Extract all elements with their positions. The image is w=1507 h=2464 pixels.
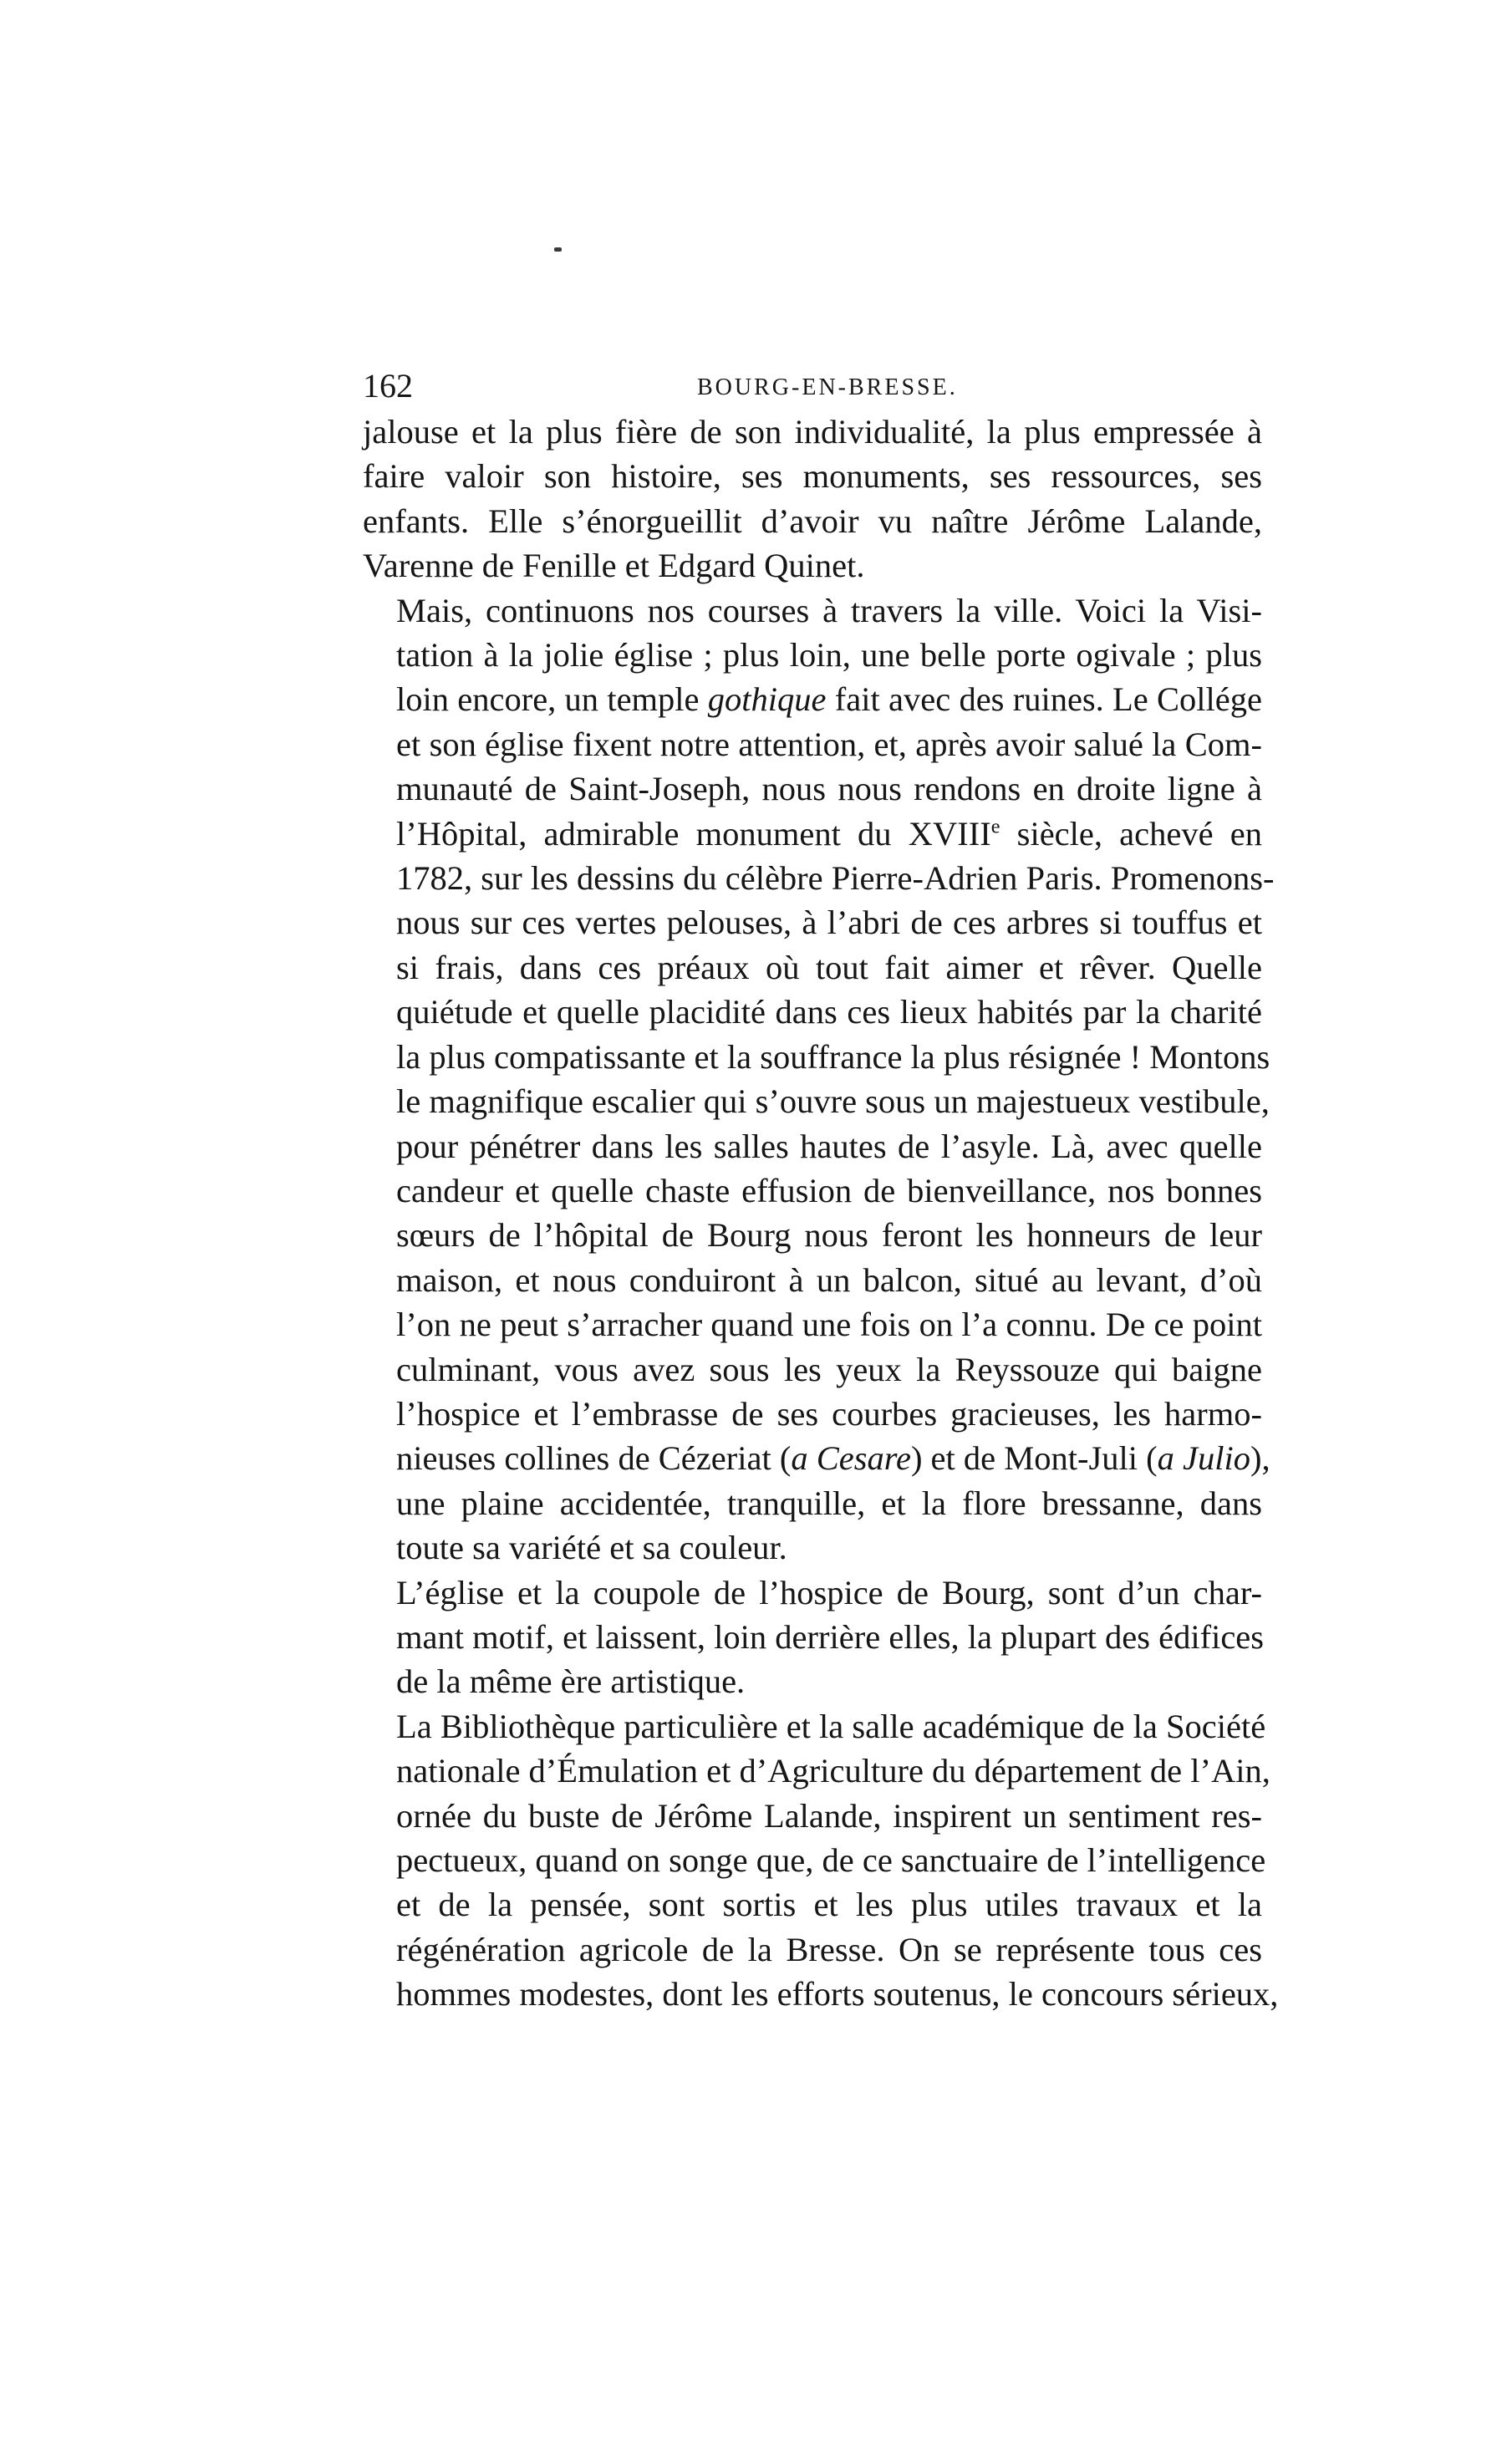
- italic-phrase: a Cesare: [791, 1439, 911, 1478]
- body-text: [363, 410, 1279, 2017]
- running-head: BOURG-EN-BRESSE.: [697, 374, 958, 400]
- text-line: hommes modestes, dont les efforts soutenus, le concours sérieux,: [396, 1975, 1279, 2013]
- text-segment: siècle, achevé en: [1000, 814, 1262, 853]
- paragraph: [363, 1571, 1265, 1704]
- text-line: jalouse et la plus fière de son individualité, la plus empressée à: [363, 413, 1262, 451]
- text-line: de la même ère artistique.: [396, 1662, 746, 1701]
- text-line: munauté de Saint-Joseph, nous nous rendons en droite ligne à: [396, 770, 1262, 808]
- text-segment: l’Hôpital, admirable monument du: [396, 814, 909, 853]
- text-line: et de la pensée, sont sortis et les plus utiles travaux et la: [396, 1886, 1262, 1924]
- text-line: Varenne de Fenille et Edgard Quinet.: [363, 547, 865, 585]
- text-line: et son église fixent notre attention, et, après avoir salué la Com-: [396, 725, 1262, 763]
- text-line: candeur et quelle chaste effusion de bienveillance, nos bonnes: [396, 1171, 1262, 1209]
- text-line: tation à la jolie église ; plus loin, une belle porte ogivale ; plus: [396, 636, 1262, 675]
- text-segment: loin encore, un temple: [396, 680, 708, 719]
- text-segment: fait avec des ruines. Le Collége: [834, 680, 1263, 719]
- text-line: pectueux, quand on songe que, de ce sanctuaire de l’intelligence: [396, 1841, 1266, 1879]
- paragraph: [363, 410, 1262, 588]
- text-segment: nieuses collines de Cézeriat (: [396, 1439, 792, 1478]
- paragraph: [363, 1704, 1279, 2017]
- text-line: régénération agricole de la Bresse. On se représente tous ces: [396, 1930, 1262, 1968]
- italic-phrase: a Julio: [1157, 1439, 1250, 1478]
- text-segment: ) et de Mont-Juli (: [910, 1439, 1158, 1478]
- text-line: ornée du buste de Jérôme Lalande, inspirent un sentiment res-: [396, 1796, 1262, 1835]
- text-line: si frais, dans ces préaux où tout fait aimer et rêver. Quelle: [396, 948, 1262, 986]
- century-superscript: e: [990, 815, 1000, 838]
- text-line: enfants. Elle s’énorgueillit d’avoir vu naître Jérôme Lalande,: [363, 501, 1262, 540]
- page-header: [363, 361, 1262, 411]
- text-line: [363, 1436, 1270, 1480]
- text-line: culminant, vous avez sous les yeux la Reyssouze qui baigne: [396, 1350, 1262, 1388]
- ink-speck: [554, 247, 562, 252]
- text-line: une plaine accidentée, tranquille, et la flore bressanne, dans: [396, 1484, 1262, 1522]
- text-segment: ),: [1250, 1439, 1270, 1478]
- text-line: L’église et la coupole de l’hospice de Bourg, sont d’un char-: [396, 1573, 1262, 1611]
- text-line: [363, 677, 1262, 721]
- text-line: l’on ne peut s’arracher quand une fois on l’a connu. De ce point: [396, 1306, 1262, 1344]
- text-line: Mais, continuons nos courses à travers la ville. Voici la Visi-: [396, 591, 1262, 629]
- text-line: toute sa variété et sa couleur.: [396, 1529, 787, 1567]
- text-line: maison, et nous conduiront à un balcon, situé au levant, d’où: [396, 1260, 1262, 1299]
- text-line: La Bibliothèque particulière et la salle académique de la Société: [396, 1707, 1266, 1745]
- text-line: le magnifique escalier qui s’ouvre sous un majestueux vestibule,: [396, 1082, 1270, 1121]
- text-line: la plus compatissante et la souffrance la plus résignée ! Montons: [396, 1037, 1270, 1076]
- text-line: mant motif, et laissent, loin derrière elles, la plupart des édifices: [396, 1617, 1265, 1656]
- text-line: 1782, sur les dessins du célèbre Pierre-Adrien Paris. Promenons-: [396, 859, 1275, 898]
- century-numeral: XVIII: [908, 814, 991, 853]
- paragraph: [363, 588, 1275, 1571]
- italic-word: gothique: [707, 680, 827, 719]
- text-line: quiétude et quelle placidité dans ces lieux habités par la charité: [396, 993, 1262, 1031]
- text-line: nationale d’Émulation et d’Agriculture du département de l’Ain,: [396, 1752, 1270, 1790]
- text-line: nous sur ces vertes pelouses, à l’abri de ces arbres si touffus et: [396, 904, 1262, 942]
- text-line: [363, 812, 1262, 856]
- text-line: faire valoir son histoire, ses monuments, ses ressources, ses: [363, 457, 1262, 496]
- page-number: 162: [363, 367, 413, 405]
- text-line: sœurs de l’hôpital de Bourg nous feront les honneurs de leur: [396, 1216, 1262, 1255]
- text-line: l’hospice et l’embrasse de ses courbes gracieuses, les harmo-: [396, 1394, 1262, 1433]
- text-line: pour pénétrer dans les salles hautes de l’asyle. Là, avec quelle: [396, 1127, 1262, 1165]
